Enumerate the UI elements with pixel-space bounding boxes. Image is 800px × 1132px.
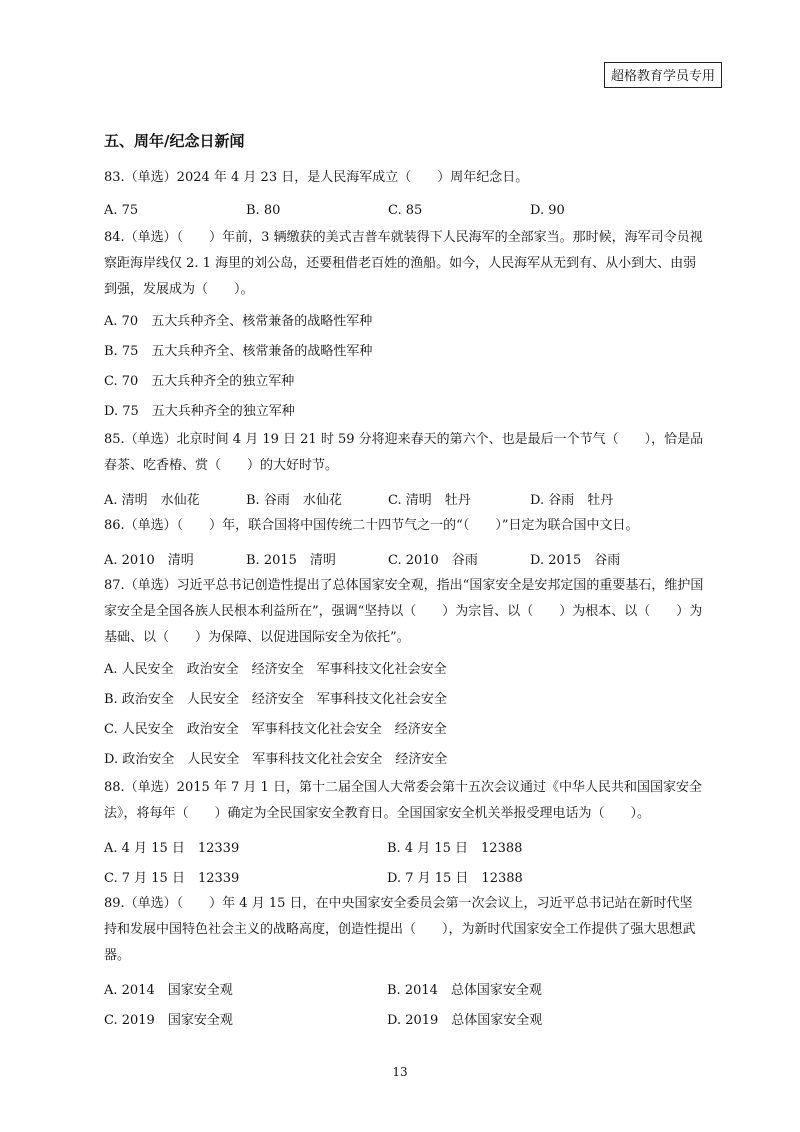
option-c: C. 2019 国家安全观 (104, 1012, 233, 1028)
option-a: A. 2014 国家安全观 (104, 982, 233, 998)
option-b: B. 4 月 15 日 12388 (387, 840, 523, 856)
document-body (104, 130, 704, 1033)
option-b: B. 谷雨 水仙花 (246, 492, 342, 508)
option-d: D. 7 月 15 日 12388 (387, 870, 523, 886)
question-89: 89.（单选）（ ）年 4 月 15 日，在中央国家安全委员会第一次会议上，习近平总书记站在新时代坚持和发展中国特色社会主义的战略高度，创造性提出（ ），为新时代国家安全工作提供了强大思想武器。 (104, 896, 696, 963)
option-c: C. 7 月 15 日 12339 (104, 870, 240, 886)
question-88-options-row-2 (104, 861, 704, 891)
option-d: D. 2019 总体国家安全观 (387, 1012, 543, 1028)
question-83: 83.（单选）2024 年 4 月 23 日，是人民海军成立（ ）周年纪念日。 (104, 170, 529, 185)
question-87: 87.（单选）习近平总书记创造性提出了总体国家安全观，指出“国家安全是安邦定国的重要基石，维护国家安全是全国各族人民根本利益所在”，强调“坚持以（ ）为宗旨、以（ ）为根本、以（ ）为基础、以（ ）为保障、以促进国际安全为依托”。 (104, 578, 704, 645)
option-d: D. 75 五大兵种齐全的独立军种 (104, 404, 295, 419)
option-c: C. 人民安全 政治安全 军事科技文化社会安全 经济安全 (104, 722, 447, 737)
option-b: B. 政治安全 人民安全 经济安全 军事科技文化社会安全 (104, 692, 447, 707)
question-87-options (104, 655, 704, 775)
question-89-options-row-2 (104, 1003, 704, 1033)
option-c: C. 70 五大兵种齐全的独立军种 (104, 374, 295, 389)
option-c: C. 85 (388, 202, 423, 218)
question-89-options-row-1 (104, 973, 704, 1003)
option-b: B. 75 五大兵种齐全、核常兼备的战略性军种 (104, 344, 373, 359)
page-number: 13 (392, 1065, 408, 1079)
option-d: D. 政治安全 人民安全 军事科技文化社会安全 经济安全 (104, 752, 448, 767)
option-d: D. 90 (530, 202, 565, 218)
option-a: A. 70 五大兵种齐全、核常兼备的战略性军种 (104, 314, 373, 329)
question-85: 85.（单选）北京时间 4 月 19 日 21 时 59 分将迎来春天的第六个、也是最后一个节气（ ），恰是品春茶、吃香椿、赏（ ）的大好时节。 (104, 432, 704, 473)
question-84: 84.（单选）（ ）年前，3 辆缴获的美式吉普车就装得下人民海军的全部家当。那时候，海军司令员视察距海岸线仅 2. 1 海里的刘公岛，还要租借老百姓的渔船。如今，人民海军从无到有、从小到大、由弱到强，发展成为（ ）。 (104, 230, 703, 297)
option-d: D. 谷雨 牡丹 (530, 492, 614, 508)
question-88-options-row-1 (104, 831, 704, 861)
option-a: A. 2010 清明 (104, 552, 194, 568)
question-88: 88.（单选）2015 年 7 月 1 日，第十二届全国人大常委会第十五次会议通过《中华人民共和国国家安全法》，将每年（ ）确定为全民国家安全教育日。全国国家安全机关举报受理电话为（ ）。 (104, 780, 702, 821)
option-c: C. 清明 牡丹 (388, 492, 471, 508)
option-a: A. 人民安全 政治安全 经济安全 军事科技文化社会安全 (104, 662, 447, 677)
question-85-options (104, 483, 704, 513)
question-84-options (104, 307, 704, 427)
question-86: 86.（单选）（ ）年，联合国将中国传统二十四节气之一的“（ ）”日定为联合国中文日。 (104, 518, 639, 533)
option-a: A. 4 月 15 日 12339 (104, 840, 240, 856)
option-a: A. 清明 水仙花 (104, 492, 200, 508)
option-b: B. 2015 清明 (246, 552, 336, 568)
question-83-options (104, 195, 704, 225)
option-b: B. 2014 总体国家安全观 (387, 982, 542, 998)
option-c: C. 2010 谷雨 (388, 552, 478, 568)
section-title: 五、周年/纪念日新闻 (104, 132, 245, 150)
option-a: A. 75 (104, 202, 139, 218)
option-d: D. 2015 谷雨 (530, 552, 621, 568)
question-86-options (104, 543, 704, 573)
user-stamp: 超格教育学员专用 (604, 62, 722, 88)
option-b: B. 80 (246, 202, 281, 218)
